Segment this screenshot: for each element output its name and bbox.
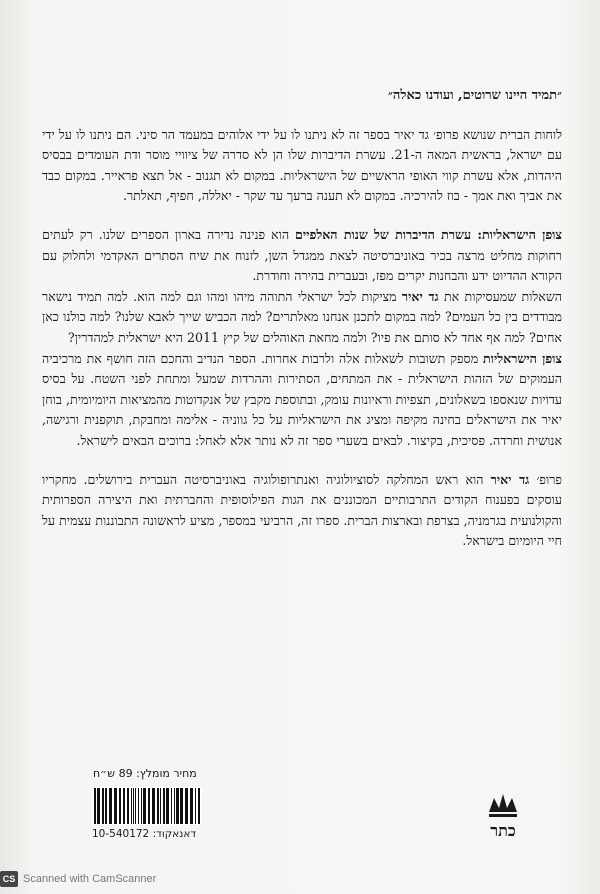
camscanner-icon: CS <box>0 871 18 887</box>
quote-heading: ״תמיד היינו שרוטים, ועודנו כאלה״ <box>387 88 562 103</box>
camscanner-text: Scanned with CamScanner <box>23 873 157 885</box>
svg-text:כתר: כתר <box>490 821 516 840</box>
publisher-logo <box>486 790 520 842</box>
paragraph-author-bio: פרופ׳ גד יאיר הוא ראש המחלקה לסוציולוגיה ואנתרופולוגיה באוניברסיטה העברית בירושלים. מחקריו עוסקים בפענוח הקודים התרבותיים המכוננים את הגות הפילוסופית והחברתית ואת היצירה הספרותית והקולנועית בגרמניה, בצרפת ובארצות הברית. ספרו זה, הרביעי במספר, מציע לראשונה התבוננות עצמית על חיי היומיום בישראל. <box>42 471 562 549</box>
book-title-short-bold: צופן הישראליות <box>483 350 562 366</box>
author-name-bio-bold: גד יאיר <box>490 471 530 487</box>
barcode-number: דאנאקוד: 10-540172 <box>92 828 197 840</box>
crown-icon <box>486 790 520 842</box>
camscanner-watermark <box>0 868 156 890</box>
barcode <box>92 787 202 825</box>
paragraph-book-description: צופן הישראליות: עשרת הדיברות של שנות האלפיים הוא פנינה נדירה בארון הספרים שלנו. רק לעתים רחוקות מחליט מרצה בכיר באוניברסיטה לצאת ממגדל השן, לזנוח את שיח הסתרים האקדמי ולחלוק עם הקורא ההדיוט ידע והבחנות יקרים מפז, ובעברית בהירה וחודרת. <box>42 226 562 284</box>
cover-text <box>42 86 562 552</box>
paragraph-intro: לוחות הברית שנושא פרופ׳ גד יאיר בספר זה לא ניתנו לו על ידי אלוהים במעמד הר סיני. הם ניתנו לו על ידי עם ישראל, בראשית המאה ה-21. עשרת הדיברות שלו הן לא סדרה של ציוויי מוסר ודת העומדים בבסיס היהדות, אלא עשרת קווי האופי הראשיים של הישראליות. במקום לא תגנוב - אל תצא פראייר. במקום כבד את אביך ואת אמך - בוז להירכיה. במקום לא תענה ברעך עד שקר - יאללה, חפיף, תאלתר. <box>42 126 562 204</box>
author-name-bold: גד יאיר <box>401 288 439 304</box>
paragraph-answers: צופן הישראליות מספק תשובות לשאלות אלה ולרבות אחרות. הספר הנדיב והחכם הזה חושף את מרכיביה העמוקים של הזהות הישראלית - את המתחים, הסתירות וההרדות שמעל ומתחת לפני השטח. על בסיס עדויות שנאספו בשאלונים, תצפיות וראיונות עומק, ובתוספת מקבץ של אנקדוטות מהמציאות היומיומית, בוחן יאיר את הישראלים בחינה מקיפה ומציג את הישראליות על כל גווניה - אלימה ומחבקת, תוקפנית ורגישה, אנושית וחרדה. פסיכית, בקיצור. לבאים בשערי ספר זה לא נותר אלא לאחל: ברוכים הבאים לישראל. <box>42 350 562 448</box>
book-title-bold: צופן הישראליות: עשרת הדיברות של שנות האלפיים <box>295 226 562 242</box>
paragraph-questions: השאלות שמעסיקות את גד יאיר מציקות לכל ישראלי התוהה מיהו ומהו וגם למה הוא. למה תמיד נישאר מבודדים בין כל העמים? למה במקום לתכנן אנחנו מאלתרים? למה הכביש שייך לאבא שלנו? למה כולנו כאן אחים? למה אף אחד לא סותם את פיו? ולמה מחאת האוהלים של קיץ 2011 היא ישראלית למהדרין? <box>42 288 562 345</box>
recommended-price: מחיר מומלץ: 89 ש״ח <box>93 767 197 780</box>
